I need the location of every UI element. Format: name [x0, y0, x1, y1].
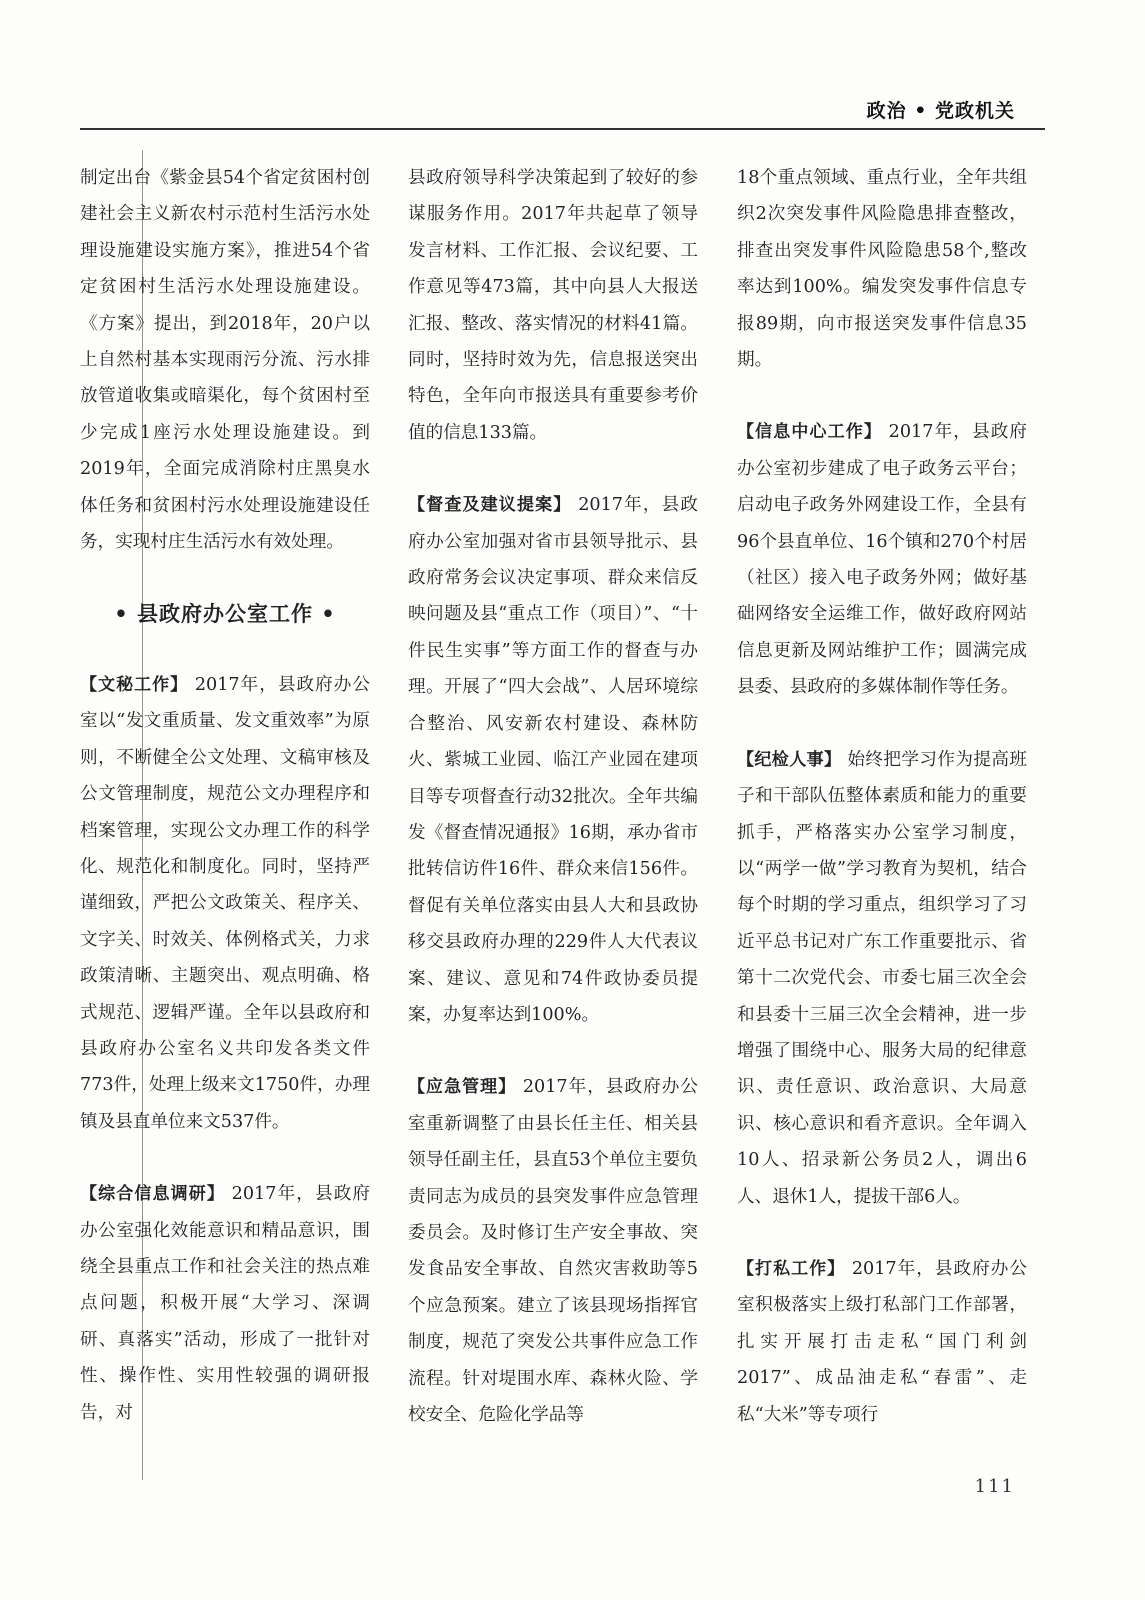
- paragraph-yingji: [408, 1069, 698, 1433]
- paragraph-dasi: [737, 1251, 1027, 1433]
- continued-paragraph: 县政府领导科学决策起到了较好的参谋服务作用。2017年共起草了领导发言材料、工作汇报、会议纪要、工作意见等473篇，其中向县人大报送汇报、整改、落实情况的材料41篇。同时，坚持时效为先，信息报送突出特色，全年向市报送具有重要参考价值的信息133篇。: [408, 168, 698, 443]
- column-1: [80, 160, 370, 1467]
- page-number: 111: [974, 1476, 1015, 1497]
- intro-paragraph: 制定出台《紫金县54个省定贫困村创建社会主义新农村示范村生活污水处理设施建设实施方案》，推进54个省定贫困村生活污水处理设施建设。《方案》提出，到2018年，20户以上自然村基本实现雨污分流、污水排放管道收集或暗渠化，每个贫困村至少完成1座污水处理设施建设。到2019年，全面完成消除村庄黑臭水体任务和贫困村污水处理设施建设任务，实现村庄生活污水有效处理。: [80, 168, 370, 553]
- heading-dasi: 【打私工作】: [737, 1258, 846, 1279]
- header-rule: [80, 128, 1045, 130]
- running-header: 政治 • 党政机关: [866, 100, 1015, 122]
- body-yingji: 2017年，县政府办公室重新调整了由县长任主任、相关县领导任副主任，县直53个单位主要负责同志为成员的县突发事件应急管理委员会。及时修订生产安全事故、突发食品安全事故、自然灾害救助等5个应急预案。建立了该县现场指挥官制度，规范了突发公共事件应急工作流程。针对堤围水库、森林火险、学校安全、危险化学品等: [408, 1077, 699, 1425]
- paragraph-wenmi: [80, 667, 370, 1140]
- heading-jijian: 【纪检人事】: [737, 749, 842, 770]
- heading-yingji: 【应急管理】: [408, 1077, 517, 1098]
- paragraph-ducha: [408, 487, 698, 1033]
- section-title: • 县政府办公室工作 •: [114, 602, 336, 627]
- paragraph-jijian: [737, 742, 1027, 1215]
- column-2: [408, 160, 698, 1469]
- heading-xinxi: 【综合信息调研】: [80, 1184, 225, 1205]
- heading-wenmi: 【文秘工作】: [80, 674, 189, 695]
- body-xinxi: 2017年，县政府办公室强化效能意识和精品意识，围绕全县重点工作和社会关注的热点难点问题，积极开展“大学习、深调研、真落实”活动，形成了一批针对性、操作性、实用性较强的调研报告，对: [80, 1184, 371, 1423]
- body-xxzx: 2017年，县政府办公室初步建成了电子政务云平台；启动电子政务外网建设工作，全县有96个县直单位、16个镇和270个村居（社区）接入电子政务外网；做好基础网络安全运维工作，做好政府网站信息更新及网站维护工作；圆满完成县委、县政府的多媒体制作等任务。: [737, 422, 1028, 698]
- body-dasi: 2017年，县政府办公室积极落实上级打私部门工作部署，扎实开展打击走私“国门利剑2017”、成品油走私“春雷”、走私“大米”等专项行: [737, 1258, 1028, 1425]
- continued-paragraph: 18个重点领域、重点行业，全年共组织2次突发事件风险隐患排查整改，排查出突发事件风险隐患58个,整改率达到100%。编发突发事件信息专报89期，向市报送突发事件信息35期。: [737, 168, 1027, 371]
- heading-ducha: 【督查及建议提案】: [408, 495, 572, 516]
- heading-xxzx: 【信息中心工作】: [737, 422, 882, 443]
- body-ducha: 2017年，县政府办公室加强对省市县领导批示、县政府常务会议决定事项、群众来信反映问题及县“重点工作（项目）”、“十件民生实事”等方面工作的督查与办理。开展了“四大会战”、人居环境综合整治、风安新农村建设、森林防火、紫城工业园、临江产业园在建项目等专项督查行动32批次。全年共编发《督查情况通报》16期，承办省市批转信访件16件、群众来信156件。督促有关单位落实由县人大和县政协移交县政府办理的229件人大代表议案、建议、意见和74件政协委员提案，办复率达到100%。: [408, 495, 699, 1025]
- body-wenmi: 2017年，县政府办公室以“发文重质量、发文重效率”为原则，不断健全公文处理、文稿审核及公文管理制度，规范公文办理程序和档案管理，实现公文办理工作的科学化、规范化和制度化。同时，坚持严谨细致，严把公文政策关、程序关、文字关、时效关、体例格式关，力求政策清晰、主题突出、观点明确、格式规范、逻辑严谨。全年以县政府和县政府办公室名义共印发各类文件773件，处理上级来文1750件，办理镇及县直单位来文537件。: [80, 674, 371, 1132]
- body-jijian: 始终把学习作为提高班子和干部队伍整体素质和能力的重要抓手，严格落实办公室学习制度，以“两学一做”学习教育为契机，结合每个时期的学习重点，组织学习了习近平总书记对广东工作重要批示、省第十二次党代会、市委七届三次全会和县委十三届三次全会精神，进一步增强了围绕中心、服务大局的纪律意识、责任意识、政治意识、大局意识、核心意识和看齐意识。全年调入10人、招录新公务员2人，调出6人、退休1人，提拔干部6人。: [737, 749, 1027, 1207]
- paragraph-xxzx: [737, 414, 1027, 705]
- paragraph-xinxi: [80, 1176, 370, 1431]
- column-3: [737, 160, 1027, 1469]
